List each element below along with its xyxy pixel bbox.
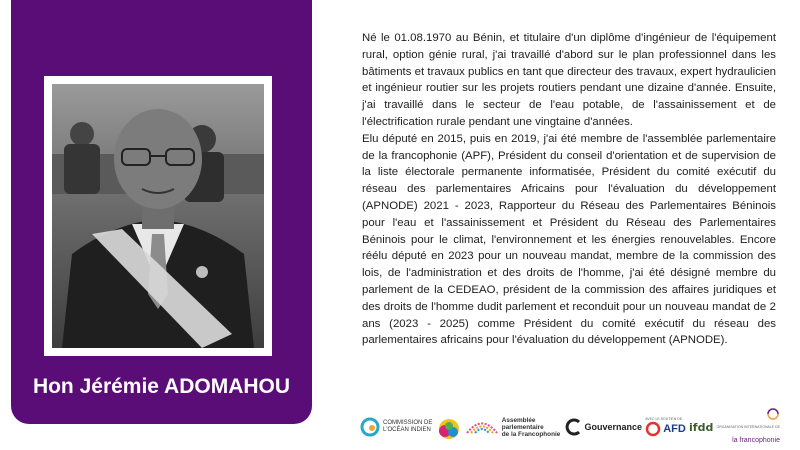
afd-label: AFD (663, 423, 686, 435)
logo-ifdd (689, 421, 713, 434)
person-name: Hon Jérémie ADOMAHOU (32, 375, 291, 398)
logo-coi (360, 417, 432, 437)
biography (362, 30, 776, 349)
portrait-photo (52, 84, 264, 348)
afd-caption: AVEC LE SOUTIEN DE (645, 417, 683, 421)
gouvernance-label: Gouvernance (584, 421, 643, 432)
bio-paragraph-1: Né le 01.08.1970 au Bénin, et titulaire d'un diplôme d'ingénieur de l'équipement rural, option génie rural, j'ai travaillé d'abord sur le plan professionnel dans les bâtiments et travaux publics en tant que directeur des travaux, expert hydraulicien et ingénieur routier sur les projets routiers pendant une dizaine d'année. Ensuite, j'ai travaillé dans le secteur de l'eau potable, de l'assainissement et de l'électrification rurale pendant une vingtaine d'années. (362, 32, 776, 128)
photo-frame (44, 76, 272, 356)
apf-line-2: parlementaire (501, 423, 544, 431)
ifdd-label: ifdd (689, 420, 714, 434)
afd-icon (645, 421, 661, 437)
francophonie-icon (766, 408, 780, 420)
gouvernance-icon (564, 418, 582, 436)
logo-apf (465, 417, 561, 438)
apf-line-1: Assemblée (501, 416, 536, 424)
logo-afd (645, 417, 686, 437)
anniversary-icon (436, 413, 462, 441)
francophonie-caption: ORGANISATION INTERNATIONALE DE (716, 425, 780, 429)
coi-icon (360, 417, 380, 437)
apf-icon (465, 420, 499, 434)
coi-line-1: COMMISSION DE (383, 420, 433, 426)
portrait-illustration (52, 84, 264, 348)
apf-line-3: de la Francophonie (501, 430, 561, 438)
logo-gouvernance (564, 418, 643, 436)
coi-line-2: L'OCÉAN INDIEN (383, 427, 431, 433)
partner-logos (360, 410, 780, 444)
logo-francophonie (717, 407, 780, 447)
bio-paragraph-2: Elu député en 2015, puis en 2019, j'ai été membre de l'assemblée parlementaire de la francophonie (APF), Président du conseil d'orientation et de supervision de la liste électorale permanente informatisée, Président du comité exécutif du réseau des parlementaires Africains pour l'évaluation du développement (APNODE) 2021 - 2023, Rapporteur du Réseau des Parlementaires Béninois pour l'eau et l'assainissement et Président du Réseau des Parlementaires Béninois pour le climat, l'environnement et les énergies renouvelables. Encore réélu député en 2023 pour un nouveau mandat, membre de la commission des lois, de l'administration et des droits de l'homme, j'ai été désigné membre du parlement de la CEDEAO, président de la commission des affaires juridiques et des droits de l'homme dudit parlement et reconduit pour un nouveau mandat de 2 ans (2023 - 2025) comme Président du comité exécutif du réseau des parlementaires africains pour l'évaluation du développement (APNODE). (362, 132, 776, 347)
francophonie-label: la francophonie (732, 437, 780, 444)
logo-40-years (436, 413, 462, 441)
